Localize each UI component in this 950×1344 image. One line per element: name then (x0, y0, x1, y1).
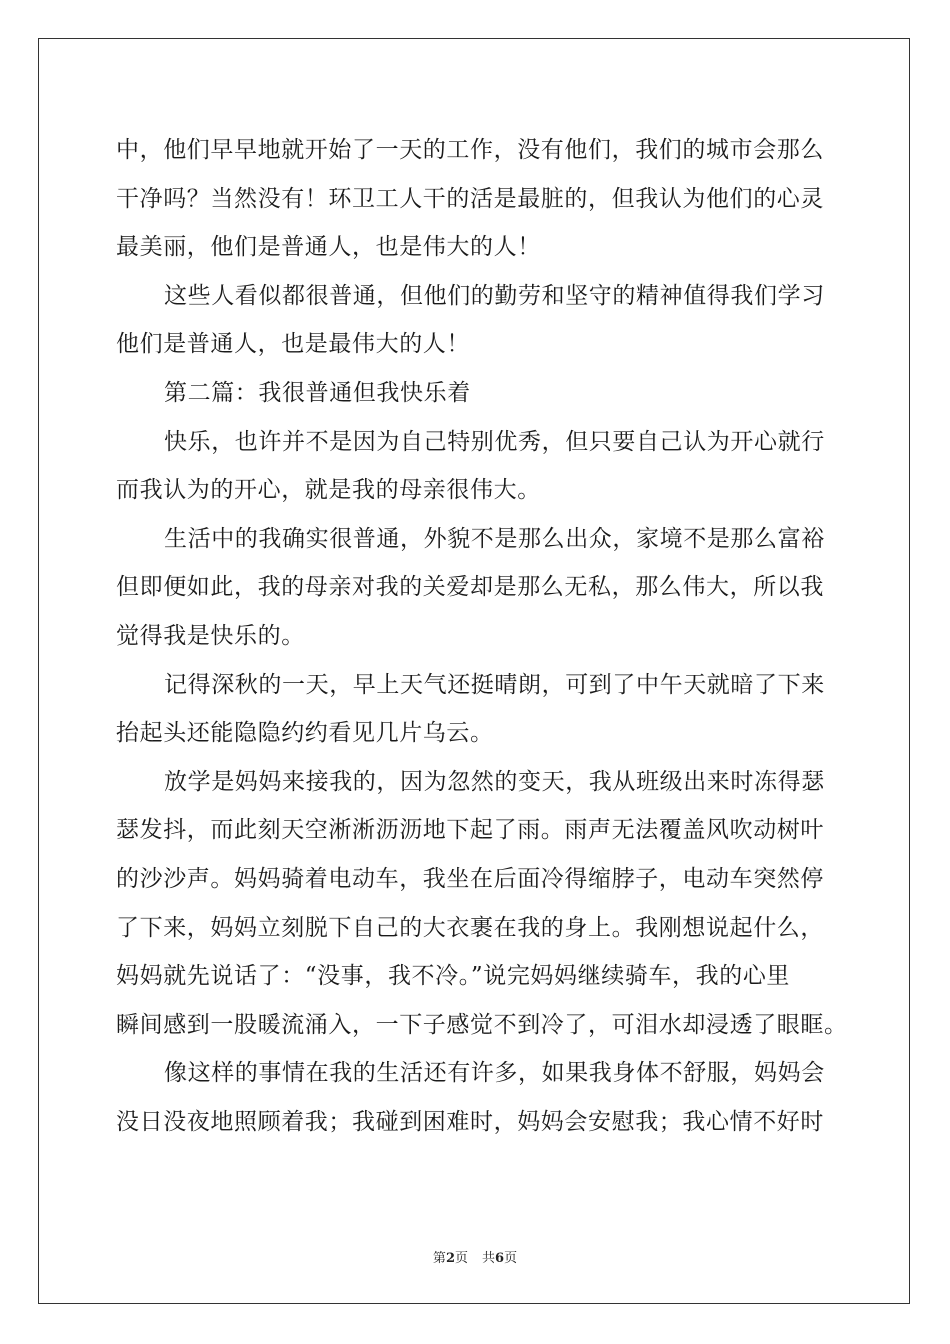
text-line: 抬起头还能隐隐约约看见几片乌云。 (116, 720, 494, 747)
text-line: 最美丽，他们是普通人，也是伟大的人！ (116, 234, 541, 261)
text-line: 了下来，妈妈立刻脱下自己的大衣裹在我的身上。我刚想说起什么， (116, 914, 824, 941)
text-line: 这些人看似都很普通，但他们的勤劳和坚守的精神值得我们学习 (164, 282, 825, 309)
page-footer (0, 1247, 950, 1266)
text-line: 但即便如此，我的母亲对我的关爱却是那么无私，那么伟大，所以我 (116, 574, 824, 601)
text-line: 没日没夜地照顾着我；我碰到困难时，妈妈会安慰我；我心情不好时 (116, 1108, 824, 1135)
text-line: 生活中的我确实很普通，外貌不是那么出众，家境不是那么富裕 (164, 525, 825, 552)
footer-prefix: 第 (432, 1251, 446, 1266)
text-line: 像这样的事情在我的生活还有许多，如果我身体不舒服，妈妈会 (164, 1060, 825, 1087)
footer-current-page: 2 (445, 1251, 455, 1266)
footer-total-prefix: 共 (482, 1251, 496, 1266)
text-line: 放学是妈妈来接我的，因为忽然的变天，我从班级出来时冻得瑟 (164, 768, 825, 795)
text-line: 干净吗？当然没有！环卫工人干的活是最脏的，但我认为他们的心灵 (116, 185, 824, 212)
text-line: 而我认为的开心，就是我的母亲很伟大。 (116, 477, 541, 504)
footer-total-pages: 6 (495, 1251, 505, 1266)
text-line: 瞬间感到一股暖流涌入，一下子感觉不到冷了，可泪水却浸透了眼眶。 (116, 1011, 848, 1038)
text-line: 记得深秋的一天，早上天气还挺晴朗，可到了中午天就暗了下来 (164, 671, 825, 698)
text-line: 他们是普通人，也是最伟大的人！ (116, 331, 470, 358)
text-line: 快乐，也许并不是因为自己特别优秀，但只要自己认为开心就行 (164, 428, 825, 455)
text-line: 的沙沙声。妈妈骑着电动车，我坐在后面冷得缩脖子，电动车突然停 (116, 865, 824, 892)
footer-page-word: 页 (454, 1251, 468, 1266)
document-body (116, 126, 848, 1146)
text-line: 中，他们早早地就开始了一天的工作，没有他们，我们的城市会那么 (116, 137, 824, 163)
text-line: 妈妈就先说话了：“没事，我不冷。”说完妈妈继续骑车，我的心里 (116, 963, 791, 990)
text-line: 瑟发抖，而此刻天空淅淅沥沥地下起了雨。雨声无法覆盖风吹动树叶 (116, 817, 824, 844)
text-line: 第二篇：我很普通但我快乐着 (164, 379, 471, 406)
footer-total-suffix: 页 (504, 1251, 518, 1266)
text-line: 觉得我是快乐的。 (116, 622, 305, 649)
